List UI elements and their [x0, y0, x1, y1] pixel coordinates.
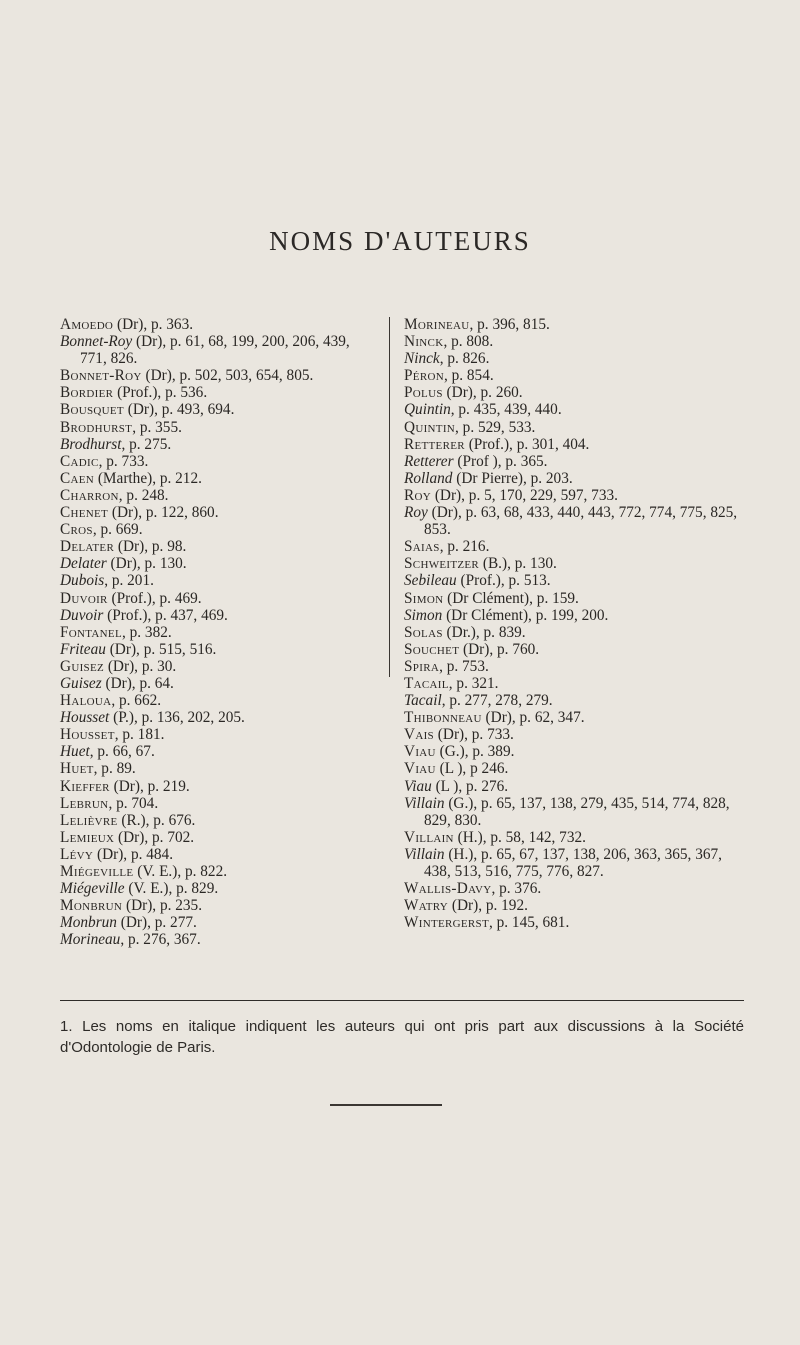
author-index-left-column	[60, 316, 376, 948]
author-pages: , p. 201.	[104, 572, 154, 590]
author-pages: , p. 275.	[121, 435, 172, 453]
author-pages: (Dr Pierre), p. 203.	[452, 469, 573, 487]
author-name: Bordier	[60, 384, 114, 402]
author-name: Tacail	[404, 674, 449, 692]
column-divider	[389, 317, 390, 677]
author-entry	[60, 692, 376, 709]
author-entry	[60, 436, 376, 453]
author-name: Friteau	[60, 640, 106, 658]
author-name: Morineau	[404, 316, 470, 333]
footnote: 1. Les noms en italique indiquent les auteurs qui ont pris part aux discussions à la Société d'Odontologie de Paris.	[60, 1018, 744, 1056]
author-pages: (Dr), p. 702.	[114, 828, 195, 846]
author-name: Caen	[60, 469, 95, 487]
author-pages: (Dr), p. 260.	[442, 384, 523, 402]
author-pages: (Dr), p. 515, 516.	[105, 640, 217, 658]
author-name: Monbrun	[60, 897, 123, 915]
author-pages: (Prof.), p. 301, 404.	[464, 435, 590, 453]
author-entry	[404, 316, 744, 333]
author-entry	[404, 555, 744, 572]
author-pages: , p. 355.	[132, 418, 182, 436]
author-name: Guisez	[60, 674, 102, 692]
author-pages: (P.), p. 136, 202, 205.	[109, 709, 245, 727]
author-pages: (V. E.), p. 822.	[133, 863, 228, 880]
author-name: Sebileau	[404, 572, 457, 590]
author-entry	[404, 897, 744, 914]
author-pages: (G.), p. 389.	[435, 743, 515, 761]
author-entry	[404, 880, 744, 897]
author-pages: , p. 181.	[114, 726, 165, 744]
author-entry	[404, 504, 744, 538]
author-pages: (Dr), p. 62, 347.	[481, 709, 585, 727]
author-pages: (Dr Clément), p. 159.	[443, 589, 579, 607]
page-title: NOMS D'AUTEURS	[269, 226, 531, 256]
author-pages: , p. 529, 533.	[455, 418, 536, 436]
author-pages: (G.), p. 65, 137, 138, 279, 435, 514, 774, 828, 829, 830.	[424, 794, 730, 829]
author-name: Wintergerst	[404, 914, 489, 932]
author-entry	[404, 470, 744, 487]
author-entry	[60, 931, 376, 948]
author-pages: , p. 321.	[448, 674, 499, 692]
author-entry	[404, 795, 744, 829]
author-entry	[60, 846, 376, 863]
author-name: Brodhurst	[60, 418, 133, 436]
author-pages: (L ), p. 276.	[431, 777, 509, 795]
author-name: Housset	[60, 726, 115, 744]
author-pages: (Prof.), p. 513.	[456, 572, 551, 590]
author-entry	[404, 572, 744, 589]
author-pages: , p. 669.	[92, 521, 143, 539]
author-entry	[60, 333, 376, 367]
author-name: Amoedo	[60, 316, 114, 333]
author-pages: (Dr), p. 493, 694.	[123, 401, 235, 419]
author-entry	[60, 521, 376, 538]
author-name: Miégeville	[60, 880, 125, 898]
author-entry	[60, 812, 376, 829]
author-name: Huet	[60, 743, 90, 761]
author-name: Lebrun	[60, 794, 109, 812]
author-name: Solas	[404, 623, 443, 641]
author-pages: (Dr), p. 63, 68, 433, 440, 443, 772, 774, 775, 825, 853.	[424, 504, 738, 539]
author-name: Bonnet-Roy	[60, 367, 142, 385]
author-name: Chenet	[60, 504, 109, 522]
author-entry	[60, 367, 376, 384]
author-entry	[60, 658, 376, 675]
author-pages: , p. 277, 278, 279.	[441, 692, 553, 710]
author-name: Duvoir	[60, 589, 108, 607]
author-name: Duvoir	[60, 606, 104, 624]
author-entry	[60, 778, 376, 795]
author-name: Fontanel	[60, 623, 122, 641]
author-pages: (Dr), p. 219.	[109, 777, 190, 795]
author-pages: (Dr), p. 502, 503, 654, 805.	[141, 367, 314, 385]
author-pages: , p. 89.	[93, 760, 136, 778]
author-pages: (Dr), p. 30.	[104, 657, 177, 675]
author-name: Saias	[404, 538, 440, 556]
author-name: Polus	[404, 384, 443, 402]
author-pages: , p. 248.	[118, 486, 169, 504]
author-entry	[404, 607, 744, 624]
author-pages: , p. 382.	[121, 623, 172, 641]
author-pages: (Dr), p. 484.	[93, 845, 174, 863]
author-name: Retterer	[404, 452, 454, 470]
author-name: Villain	[404, 845, 445, 863]
author-name: Bousquet	[60, 401, 124, 419]
author-pages: , p. 216.	[439, 538, 490, 556]
author-name: Villain	[404, 828, 454, 846]
author-entry	[60, 504, 376, 521]
author-name: Kieffer	[60, 777, 110, 795]
author-name: Schweitzer	[404, 555, 480, 573]
author-entry	[60, 760, 376, 777]
end-rule	[330, 1104, 442, 1106]
author-name: Cadic	[60, 452, 99, 470]
author-entry	[60, 829, 376, 846]
author-pages: (Prof ), p. 365.	[453, 452, 548, 470]
author-entry	[60, 487, 376, 504]
author-name: Delater	[60, 538, 115, 556]
author-entry	[60, 624, 376, 641]
author-pages: , p. 704.	[108, 794, 159, 812]
author-pages: (Dr), p. 192.	[448, 897, 528, 915]
author-name: Ninck	[404, 350, 440, 368]
author-name: Wallis-Davy	[404, 880, 492, 898]
author-entry	[404, 367, 744, 384]
author-entry	[60, 914, 376, 931]
author-pages: (Dr), p. 64.	[101, 674, 174, 692]
author-pages: (Dr Clément), p. 199, 200.	[442, 606, 609, 624]
author-name: Lelièvre	[60, 811, 118, 829]
author-name: Guisez	[60, 657, 105, 675]
author-entry	[404, 726, 744, 743]
author-entry	[404, 658, 744, 675]
author-pages: (V. E.), p. 829.	[124, 880, 219, 898]
author-entry	[404, 624, 744, 641]
author-pages: , p. 276, 367.	[120, 931, 201, 949]
author-entry	[60, 538, 376, 555]
author-pages: (Marthe), p. 212.	[94, 469, 202, 487]
author-entry	[404, 914, 744, 931]
author-entry	[404, 333, 744, 350]
author-entry	[60, 709, 376, 726]
author-name: Rolland	[404, 469, 453, 487]
author-entry	[60, 401, 376, 418]
author-pages: (Dr), p. 760.	[459, 640, 540, 658]
author-pages: (Dr), p. 98.	[114, 538, 187, 556]
author-pages: , p. 145, 681.	[488, 914, 570, 932]
author-pages: (Prof.), p. 536.	[113, 384, 208, 402]
author-entry	[404, 401, 744, 418]
author-entry	[404, 590, 744, 607]
author-pages: , p. 753.	[439, 657, 489, 675]
author-pages: (Dr), p. 277.	[116, 914, 197, 932]
author-name: Roy	[404, 504, 428, 522]
author-name: Retterer	[404, 435, 465, 453]
author-entry	[404, 846, 744, 880]
author-pages: (Dr.), p. 839.	[442, 623, 526, 641]
author-entry	[60, 316, 376, 333]
author-entry	[60, 572, 376, 589]
author-entry	[404, 538, 744, 555]
author-name: Charron	[60, 486, 119, 504]
author-entry	[404, 453, 744, 470]
footnote-rule	[60, 1000, 744, 1001]
author-pages: , p. 435, 439, 440.	[450, 401, 562, 419]
author-entry	[60, 590, 376, 607]
author-pages: , p. 662.	[111, 692, 162, 710]
author-name: Watry	[404, 897, 449, 915]
author-entry	[60, 607, 376, 624]
author-entry	[60, 795, 376, 812]
author-name: Lévy	[60, 845, 94, 863]
author-pages: , p. 733.	[98, 452, 149, 470]
author-pages: (L ), p 246.	[435, 760, 509, 778]
author-name: Souchet	[404, 640, 460, 658]
author-index-right-column	[404, 316, 744, 931]
author-pages: (Dr), p. 5, 170, 229, 597, 733.	[431, 486, 618, 504]
author-pages: (R.), p. 676.	[117, 811, 196, 829]
author-entry	[60, 863, 376, 880]
author-name: Viau	[404, 743, 436, 761]
author-entry	[404, 675, 744, 692]
author-pages: (B.), p. 130.	[479, 555, 557, 573]
author-entry	[404, 778, 744, 795]
author-pages: , p. 376.	[491, 880, 542, 898]
author-name: Péron	[404, 367, 444, 385]
author-entry	[60, 470, 376, 487]
author-entry	[404, 350, 744, 367]
author-pages: (Prof.), p. 437, 469.	[103, 606, 228, 624]
author-name: Bonnet-Roy	[60, 333, 133, 351]
author-entry	[404, 743, 744, 760]
author-name: Huet	[60, 760, 94, 778]
author-pages: , p. 396, 815.	[469, 316, 550, 333]
author-entry	[404, 436, 744, 453]
author-pages: (Dr), p. 122, 860.	[108, 504, 219, 522]
author-name: Spira	[404, 657, 440, 675]
author-entry	[404, 384, 744, 401]
author-name: Vais	[404, 726, 434, 744]
author-entry	[404, 692, 744, 709]
author-name: Haloua	[60, 692, 112, 710]
author-name: Monbrun	[60, 914, 117, 932]
author-pages: , p. 66, 67.	[89, 743, 155, 761]
author-entry	[60, 555, 376, 572]
author-pages: (H.), p. 58, 142, 732.	[453, 828, 586, 846]
author-entry	[60, 743, 376, 760]
author-name: Thibonneau	[404, 709, 482, 727]
author-name: Quintin	[404, 418, 456, 436]
author-name: Viau	[404, 760, 436, 778]
author-entry	[60, 453, 376, 470]
author-name: Cros	[60, 521, 93, 539]
author-name: Simon	[404, 589, 444, 607]
author-entry	[60, 419, 376, 436]
author-entry	[60, 726, 376, 743]
author-pages: (H.), p. 65, 67, 137, 138, 206, 363, 365, 367, 438, 513, 516, 775, 776, 827.	[424, 845, 722, 880]
author-name: Delater	[60, 555, 107, 573]
author-entry	[404, 760, 744, 777]
author-entry	[404, 487, 744, 504]
author-pages: (Dr), p. 61, 68, 199, 200, 206, 439, 771, 826.	[80, 333, 350, 368]
author-name: Ninck	[404, 333, 444, 351]
author-name: Dubois	[60, 572, 105, 590]
author-name: Lemieux	[60, 828, 115, 846]
author-pages: , p. 808.	[443, 333, 494, 351]
author-pages: (Prof.), p. 469.	[107, 589, 202, 607]
author-name: Brodhurst	[60, 435, 122, 453]
author-name: Tacail	[404, 692, 442, 710]
author-entry	[60, 641, 376, 658]
author-entry	[404, 641, 744, 658]
author-entry	[60, 897, 376, 914]
author-name: Viau	[404, 777, 432, 795]
author-entry	[404, 829, 744, 846]
author-name: Miégeville	[60, 863, 134, 880]
author-pages: (Dr), p. 733.	[433, 726, 514, 744]
author-entry	[404, 709, 744, 726]
author-name: Quintin	[404, 401, 451, 419]
author-pages: (Dr), p. 363.	[113, 316, 194, 333]
author-name: Housset	[60, 709, 110, 727]
author-entry	[60, 880, 376, 897]
author-pages: (Dr), p. 235.	[122, 897, 203, 915]
author-name: Roy	[404, 486, 431, 504]
author-name: Simon	[404, 606, 443, 624]
author-name: Villain	[404, 794, 445, 812]
author-name: Morineau	[60, 931, 121, 949]
author-entry	[60, 384, 376, 401]
author-pages: (Dr), p. 130.	[106, 555, 187, 573]
author-entry	[404, 419, 744, 436]
author-pages: , p. 854.	[443, 367, 494, 385]
author-pages: , p. 826.	[439, 350, 490, 368]
author-entry	[60, 675, 376, 692]
